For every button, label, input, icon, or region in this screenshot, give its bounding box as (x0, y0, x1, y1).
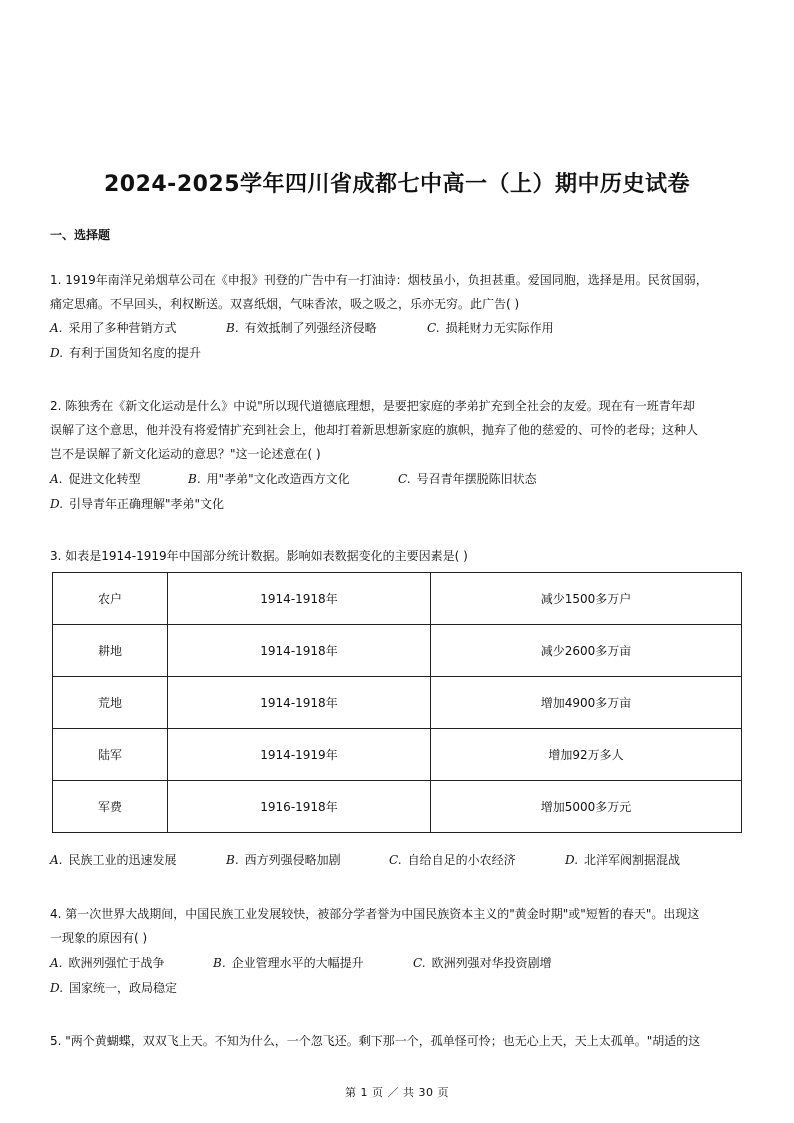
question-3-option-d (565, 852, 680, 868)
option-text: 北洋军阀割据混战 (584, 853, 681, 867)
question-4-option-a (50, 955, 165, 971)
question-3-line-1: 3. 如表是1914-1919年中国部分统计数据。影响如表数据变化的主要因素是( ) (50, 549, 468, 563)
option-text: 采用了多种营销方式 (68, 321, 177, 335)
option-letter: B. (188, 472, 201, 486)
question-2-option-a (50, 471, 141, 487)
option-text: 有效抵制了列强经济侵略 (244, 321, 377, 335)
option-letter: D. (50, 497, 64, 511)
table-cell: 1914-1919年 (168, 729, 431, 781)
table-row (53, 625, 742, 677)
option-text: 民族工业的迅速发展 (68, 853, 177, 867)
question-2-option-c (398, 471, 537, 487)
option-letter: D. (50, 981, 64, 995)
page-title: 2024-2025学年四川省成都七中高一（上）期中历史试卷 (103, 172, 691, 197)
question-5-line-1: 5. "两个黄蝴蝶，双双飞上天。不知为什么，一个忽飞还。剩下那一个，孤单怪可怜；也无心上天，天上太孤单。"胡适的这 (50, 1034, 701, 1048)
table-cell: 农户 (53, 573, 168, 625)
option-letter: C. (389, 853, 402, 867)
question-4-option-c (413, 955, 552, 971)
option-text: 欧洲列强忙于战争 (68, 956, 165, 970)
question-2-line-2: 误解了这个意思，他并没有将爱情扩充到社会上，他却打着新思想新家庭的旗帜，抛弃了他的慈爱的、可怜的老母；这种人 (50, 423, 699, 437)
option-text: 促进文化转型 (68, 472, 141, 486)
table-cell: 减少1500多万户 (431, 573, 742, 625)
option-text: 自给自足的小农经济 (407, 853, 516, 867)
option-letter: B. (226, 853, 239, 867)
question-1-option-b (226, 320, 377, 336)
option-text: 引导青年正确理解"孝弟"文化 (69, 497, 225, 511)
table-cell: 增加5000多万元 (431, 781, 742, 833)
table-cell: 1914-1918年 (168, 625, 431, 677)
table-cell: 1914-1918年 (168, 573, 431, 625)
option-letter: D. (50, 346, 64, 360)
option-letter: A. (50, 321, 63, 335)
table-row (53, 781, 742, 833)
question-3-option-a (50, 852, 177, 868)
section-heading: 一、选择题 (50, 228, 111, 242)
option-letter: C. (427, 321, 440, 335)
option-text: 欧洲列强对华投资剧增 (431, 956, 552, 970)
question-4-line-1: 4. 第一次世界大战期间，中国民族工业发展较快，被部分学者誉为中国民族资本主义的"黄金时期"或"短暂的春天"。出现这 (50, 907, 700, 921)
question-2-option-b (188, 471, 350, 487)
option-text: 有利于国货知名度的提升 (69, 346, 202, 360)
option-text: 损耗财力无实际作用 (445, 321, 554, 335)
table-cell: 耕地 (53, 625, 168, 677)
option-text: 企业管理水平的大幅提升 (231, 956, 364, 970)
question-1-line-1: 1. 1919年南洋兄弟烟草公司在《申报》刊登的广告中有一打油诗：烟枝虽小，负担甚重。爱国同胞，选择是用。民贫国弱， (50, 273, 708, 287)
question-1-option-a (50, 320, 177, 336)
question-4-option-b (213, 955, 364, 971)
table-cell: 军费 (53, 781, 168, 833)
table-cell: 1914-1918年 (168, 677, 431, 729)
question-1-option-c (427, 320, 554, 336)
question-2-option-d (50, 496, 224, 512)
question-4-option-d (50, 980, 177, 996)
table-row (53, 573, 742, 625)
option-letter: B. (226, 321, 239, 335)
question-1-line-2: 痛定思痛。不早回头，利权断送。双喜纸烟，气味香浓，吸之吸之，乐亦无穷。此广告( ) (50, 297, 520, 311)
question-3-option-c (389, 852, 516, 868)
option-letter: C. (398, 472, 411, 486)
option-letter: D. (565, 853, 579, 867)
table-cell: 增加4900多万亩 (431, 677, 742, 729)
page-number-footer: 第 1 页 ／ 共 30 页 (345, 1086, 449, 1099)
table-row (53, 729, 742, 781)
table-cell: 减少2600多万亩 (431, 625, 742, 677)
table-cell: 1916-1918年 (168, 781, 431, 833)
question-1-option-d (50, 345, 201, 361)
option-text: 号召青年摆脱陈旧状态 (416, 472, 537, 486)
option-text: 用"孝弟"文化改造西方文化 (206, 472, 350, 486)
option-letter: A. (50, 853, 63, 867)
table-cell: 荒地 (53, 677, 168, 729)
question-2-line-3: 岂不是误解了新文化运动的意思？"这一论述意在( ) (50, 447, 321, 461)
table-row (53, 677, 742, 729)
table-cell: 增加92万多人 (431, 729, 742, 781)
statistics-table (52, 572, 742, 833)
option-letter: A. (50, 956, 63, 970)
option-letter: A. (50, 472, 63, 486)
option-text: 国家统一，政局稳定 (69, 981, 178, 995)
option-text: 西方列强侵略加剧 (244, 853, 341, 867)
option-letter: B. (213, 956, 226, 970)
question-3-option-b (226, 852, 341, 868)
table-cell: 陆军 (53, 729, 168, 781)
question-2-line-1: 2. 陈独秀在《新文化运动是什么》中说"所以现代道德底理想，是要把家庭的孝弟扩充到全社会的友爱。现在有一班青年却 (50, 399, 695, 413)
option-letter: C. (413, 956, 426, 970)
question-4-line-2: 一现象的原因有( ) (50, 931, 148, 945)
